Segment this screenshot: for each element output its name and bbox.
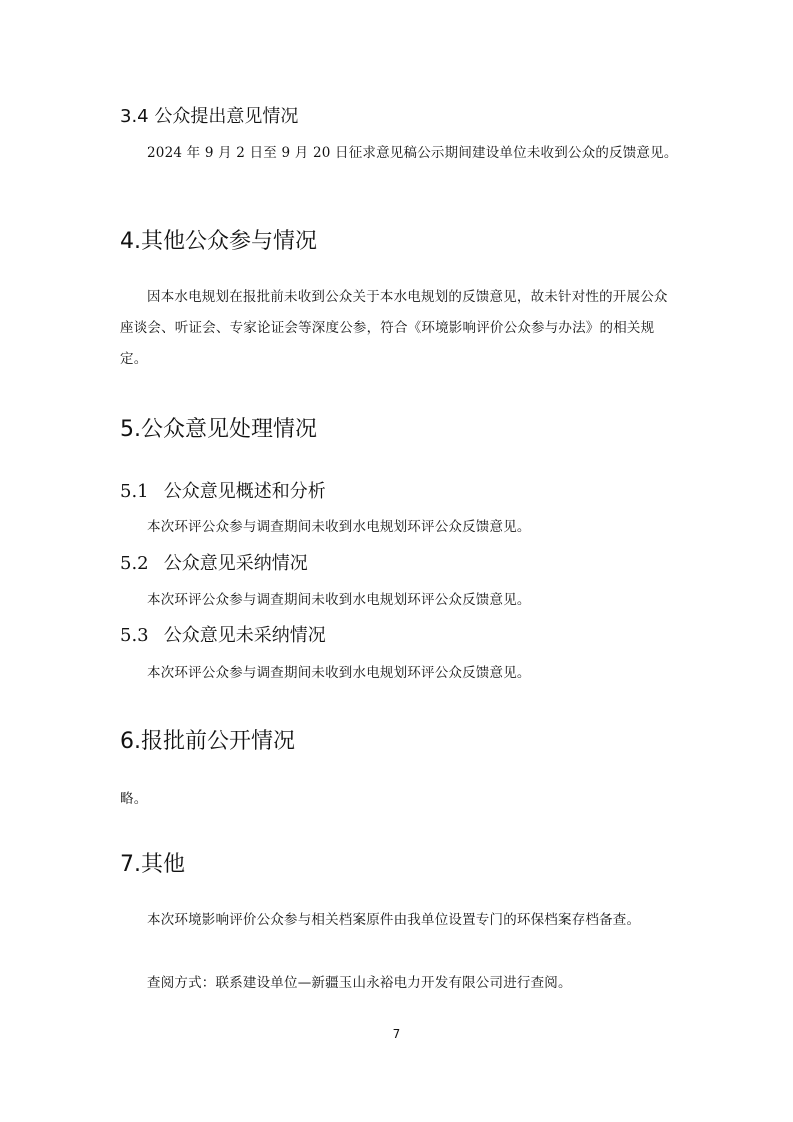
section-7-body-2: 查阅方式：联系建设单位—新疆玉山永裕电力开发有限公司进行查阅。 xyxy=(147,975,572,991)
section-5-3-title: 公众意见未采纳情况 xyxy=(163,625,326,646)
section-7-heading: 7.其他 xyxy=(120,852,185,877)
section-5-1-number: 5.1 xyxy=(120,481,149,502)
section-7-body-1: 本次环境影响评价公众参与相关档案原件由我单位设置专门的环保档案存档备查。 xyxy=(147,912,641,928)
section-3-4-heading: 3.4 公众提出意见情况 xyxy=(120,106,299,127)
section-4-body: 因本水电规划在报批前未收到公众关于本水电规划的反馈意见，故未针对性的开展公众座谈会、听证会、专家论证会等深度公参，符合《环境影响评价公众参与办法》的相关规定。 xyxy=(120,289,668,367)
section-5-2-heading xyxy=(120,551,680,577)
section-5-1-body: 本次环评公众参与调查期间未收到水电规划环评公众反馈意见。 xyxy=(147,519,531,535)
section-3-4-body: 2024 年 9 月 2 日至 9 月 20 日征求意见稿公示期间建设单位未收到公众的反馈意见。 xyxy=(147,145,678,161)
section-6-body: 略。 xyxy=(120,791,148,807)
section-5-heading: 5.公众意见处理情况 xyxy=(120,417,317,442)
section-5-2-title: 公众意见采纳情况 xyxy=(163,553,308,574)
section-6-heading: 6.报批前公开情况 xyxy=(120,729,295,754)
section-5-1-heading xyxy=(120,479,680,505)
section-5-1-title: 公众意见概述和分析 xyxy=(163,481,326,502)
section-4-heading: 4.其他公众参与情况 xyxy=(120,229,317,254)
section-5-2-body: 本次环评公众参与调查期间未收到水电规划环评公众反馈意见。 xyxy=(147,592,531,608)
section-5-3-number: 5.3 xyxy=(120,625,149,646)
section-5-3-body: 本次环评公众参与调查期间未收到水电规划环评公众反馈意见。 xyxy=(147,665,531,681)
section-5-2-number: 5.2 xyxy=(120,553,149,574)
section-5-3-heading xyxy=(120,623,680,649)
page-number: 7 xyxy=(392,1027,401,1041)
